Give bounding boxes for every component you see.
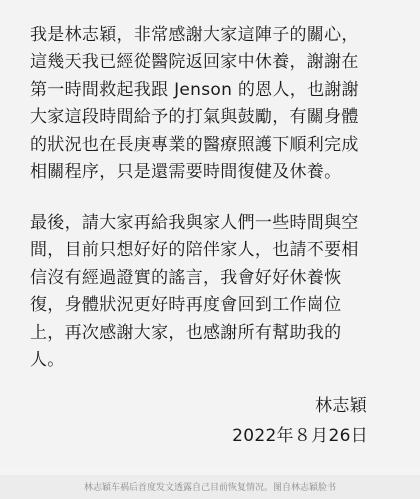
paragraph-line: 信沒有經過證實的謠言，我會好好休養恢 [30, 267, 342, 288]
paragraph-line: 我是林志穎，非常感謝大家這陣子的關心， [30, 25, 359, 45]
paragraph-line: 人。 [30, 350, 65, 371]
paragraph-line: 最後，請大家再給我與家人們一些時間與空 [30, 213, 359, 233]
image-caption: 林志穎车祸后首度发文透露自己目前恢复情况。图自林志穎脸书 [83, 483, 336, 493]
paragraph-line: 復，身體狀況更好時再度會回到工作崗位 [30, 295, 342, 316]
paragraph-line: 相關程序，只是還需要時間復健及休養。 [30, 162, 342, 183]
caption-bar [0, 475, 420, 499]
signature-name: 林志穎 [315, 396, 367, 416]
signature-date: 2022年８月26日 [232, 426, 368, 446]
paragraph-line: 上，再次感謝大家，也感謝所有幫助我的 [30, 322, 342, 343]
paragraph-1 [30, 22, 400, 186]
paragraph-line: 大家這段時間給予的打氣與鼓勵，有關身體 [30, 107, 359, 128]
paragraph-line: 間，目前只想好好的陪伴家人，也請不要相 [30, 240, 359, 261]
paragraph-line: 這幾天我已經從醫院返回家中休養，謝謝在 [30, 52, 359, 73]
paragraph-2 [30, 210, 400, 374]
paragraph-line: 的狀況也在長庚專業的醫療照護下順利完成 [30, 134, 359, 155]
paragraph-line: 第一時間救起我跟 Jenson 的恩人，也謝謝 [30, 79, 359, 100]
